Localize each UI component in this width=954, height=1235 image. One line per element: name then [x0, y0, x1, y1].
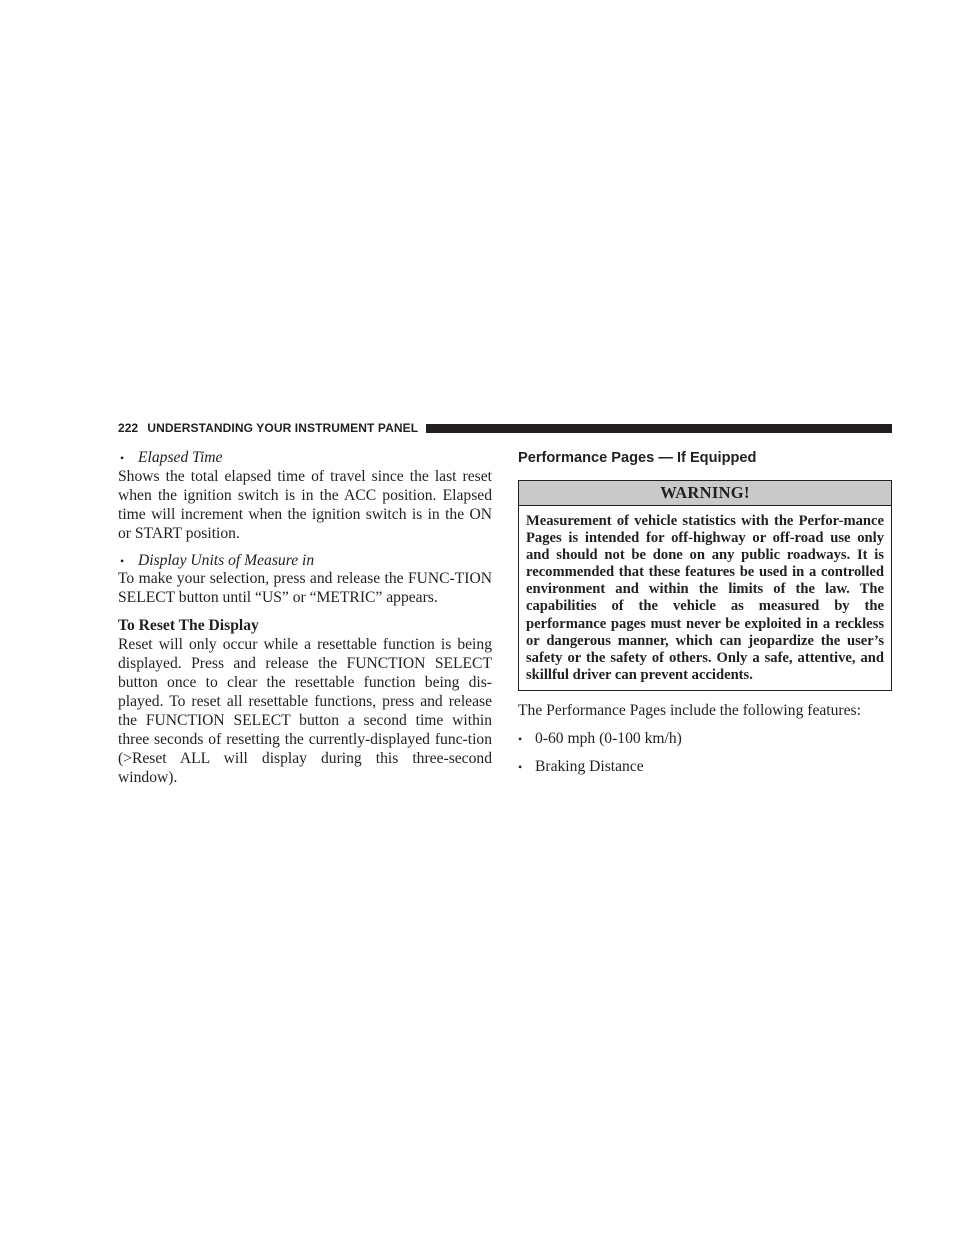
page-header [118, 420, 892, 436]
bullet-icon: • [120, 553, 125, 568]
section-title: UNDERSTANDING YOUR INSTRUMENT PANEL [147, 421, 419, 435]
right-column [518, 449, 892, 777]
bullet-icon: • [518, 731, 523, 746]
left-column [118, 449, 492, 787]
warning-title: WARNING! [519, 481, 891, 506]
feature-label: 0-60 mph (0-100 km/h) [535, 729, 682, 747]
warning-box [518, 480, 892, 691]
feature-item [518, 730, 892, 749]
elapsed-time-body: Shows the total elapsed time of travel since the last reset when the ignition switch is in the ACC position. Elapsed time will increment when the ignition switch is in the ON or START position. [118, 467, 492, 542]
reset-display-body: Reset will only occur while a resettable function is being displayed. Press and release the FUNCTION SELECT button once to clear the resettable function being dis-played. To reset all resettable functions, press and release the FUNCTION SELECT button a second time within three seconds of resetting the currently-displayed func-tion (>Reset ALL will display during this three-second window). [118, 636, 492, 786]
warning-body: Measurement of vehicle statistics with the Perfor-mance Pages is intended for off-highway or off-road use only and should not be done on any public roadways. It is recommended that these features be used in a controlled environment and within the limits of the law. The capabilities of the vehicle as measured by the performance pages must never be exploited in a reckless or dangerous manner, which can jeopardize the user’s safety or the safety of others. Only a safe, attentive, and skillful driver can prevent accidents. [526, 513, 884, 683]
bullet-icon: • [518, 759, 523, 774]
display-units-title: Display Units of Measure in [138, 551, 315, 569]
page-number: 222 [118, 421, 139, 435]
performance-pages-heading: Performance Pages — If Equipped [518, 450, 757, 466]
header-rule [426, 424, 892, 433]
feature-item [518, 758, 892, 777]
feature-label: Braking Distance [535, 757, 644, 775]
elapsed-time-item [118, 449, 492, 468]
display-units-body: To make your selection, press and release the FUNC-TION SELECT button until “US” or “METRIC” appears. [118, 570, 492, 607]
bullet-icon: • [120, 451, 125, 465]
reset-display-heading: To Reset The Display [118, 617, 259, 635]
features-intro: The Performance Pages include the following features: [518, 701, 861, 719]
elapsed-time-title: Elapsed Time [138, 449, 223, 466]
display-units-item [118, 552, 492, 571]
